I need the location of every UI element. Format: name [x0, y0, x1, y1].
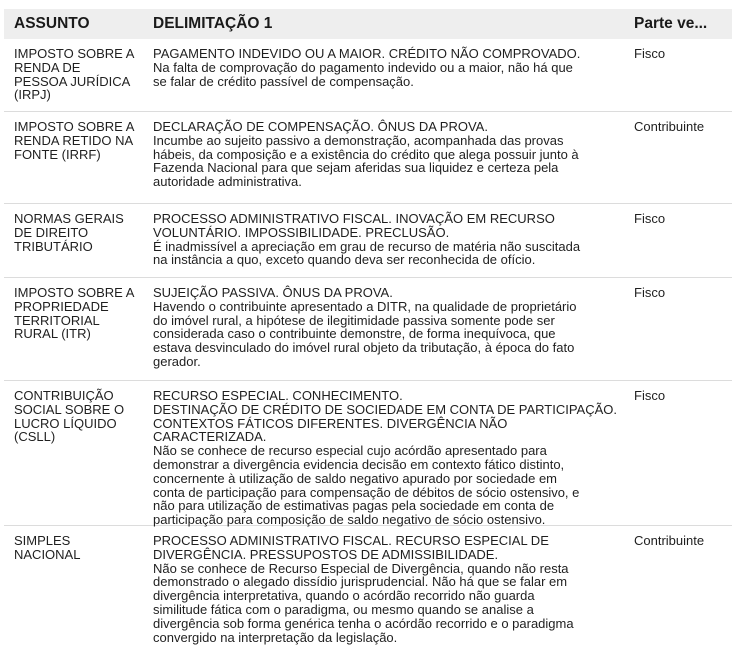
cell-delimitacao: PROCESSO ADMINISTRATIVO FISCAL. INOVAÇÃO EM RECURSO VOLUNTÁRIO. IMPOSSIBILIDADE. PRECLUSÃO. É inadmissível a apreciação em grau de recurso de matéria não suscitada na instância a quo, exceto quando deva ser reconhecida de ofício. [153, 211, 581, 268]
results-table [4, 9, 732, 666]
cell-delimitacao: PROCESSO ADMINISTRATIVO FISCAL. RECURSO ESPECIAL DE DIVERGÊNCIA. PRESSUPOSTOS DE ADMISSIBILIDADE. Não se conhece de Recurso Especial de Divergência, quando não resta demonstrado o alegado dissídio jurisprudencial. Não há que se falar em divergência interpretativa, quando o acórdão recorrido não guarda similitude fática com o paradigma, ou mesmo quando se analise a divergência sob forma genérica tenha o acórdão recorrido e o paradigma convergido na interpretação da legislação. [153, 533, 574, 645]
cell-delimitacao: PAGAMENTO INDEVIDO OU A MAIOR. CRÉDITO NÃO COMPROVADO. Na falta de comprovação do pagamento indevido ou a maior, não há que se falar de crédito passível de compensação. [153, 46, 581, 89]
table-row[interactable] [4, 278, 732, 381]
cell-parte: Fisco [634, 388, 666, 403]
cell-delimitacao: SUJEIÇÃO PASSIVA. ÔNUS DA PROVA. Havendo o contribuinte apresentado a DITR, na qualidade de proprietário do imóvel rural, a hipótese de ilegitimidade passiva somente pode ser considerada caso o contribuinte demonstre, de forma inequívoca, que estava desvinculado do imóvel rural objeto da tributação, à época do fato gerador. [153, 285, 577, 369]
column-header-assunto[interactable]: ASSUNTO [14, 15, 90, 32]
cell-parte: Contribuinte [634, 533, 705, 548]
table-row[interactable] [4, 204, 732, 278]
cell-parte: Fisco [634, 285, 666, 300]
table-row[interactable] [4, 381, 732, 526]
table-row[interactable] [4, 112, 732, 204]
cell-assunto: SIMPLES NACIONAL [14, 533, 81, 562]
cell-assunto: NORMAS GERAIS DE DIREITO TRIBUTÁRIO [14, 211, 124, 254]
cell-delimitacao: RECURSO ESPECIAL. CONHECIMENTO. DESTINAÇÃO DE CRÉDITO DE SOCIEDADE EM CONTA DE PARTICIPAÇÃO. CONTEXTOS FÁTICOS DIFERENTES. DIVERGÊNCIA NÃO CARACTERIZADA. Não se conhece de recurso especial cujo acórdão apresentado para demonstrar a divergência evidencia decisão em contexto fático distinto, concernente à utilização de saldo negativo apurado por sociedade em conta de participação para compensação de débitos de sócio ostensivo, e não para utilização de estimativas pagas pela sociedade em conta de participação para composição de saldo negativo de sócio ostensivo. [153, 388, 617, 528]
column-header-parte[interactable]: Parte ve... [634, 15, 708, 32]
table-row[interactable] [4, 39, 732, 112]
table-row[interactable] [4, 526, 732, 666]
cell-assunto: IMPOSTO SOBRE A RENDA DE PESSOA JURÍDICA (IRPJ) [14, 46, 135, 103]
cell-parte: Contribuinte [634, 119, 705, 134]
cell-delimitacao: DECLARAÇÃO DE COMPENSAÇÃO. ÔNUS DA PROVA. Incumbe ao sujeito passivo a demonstração, acompanhada das provas hábeis, da composição e a existência do crédito que alega possuir junto à Fazenda Nacional para que sejam aferidas sua liquidez e certeza pela autoridade administrativa. [153, 119, 579, 190]
column-header-delimitacao[interactable]: DELIMITAÇÃO 1 [153, 15, 273, 32]
cell-parte: Fisco [634, 211, 666, 226]
cell-parte: Fisco [634, 46, 666, 61]
cell-assunto: IMPOSTO SOBRE A PROPRIEDADE TERRITORIAL RURAL (ITR) [14, 285, 135, 342]
cell-assunto: CONTRIBUIÇÃO SOCIAL SOBRE O LUCRO LÍQUIDO (CSLL) [14, 388, 125, 445]
table-header [4, 9, 732, 39]
cell-assunto: IMPOSTO SOBRE A RENDA RETIDO NA FONTE (IRRF) [14, 119, 135, 162]
